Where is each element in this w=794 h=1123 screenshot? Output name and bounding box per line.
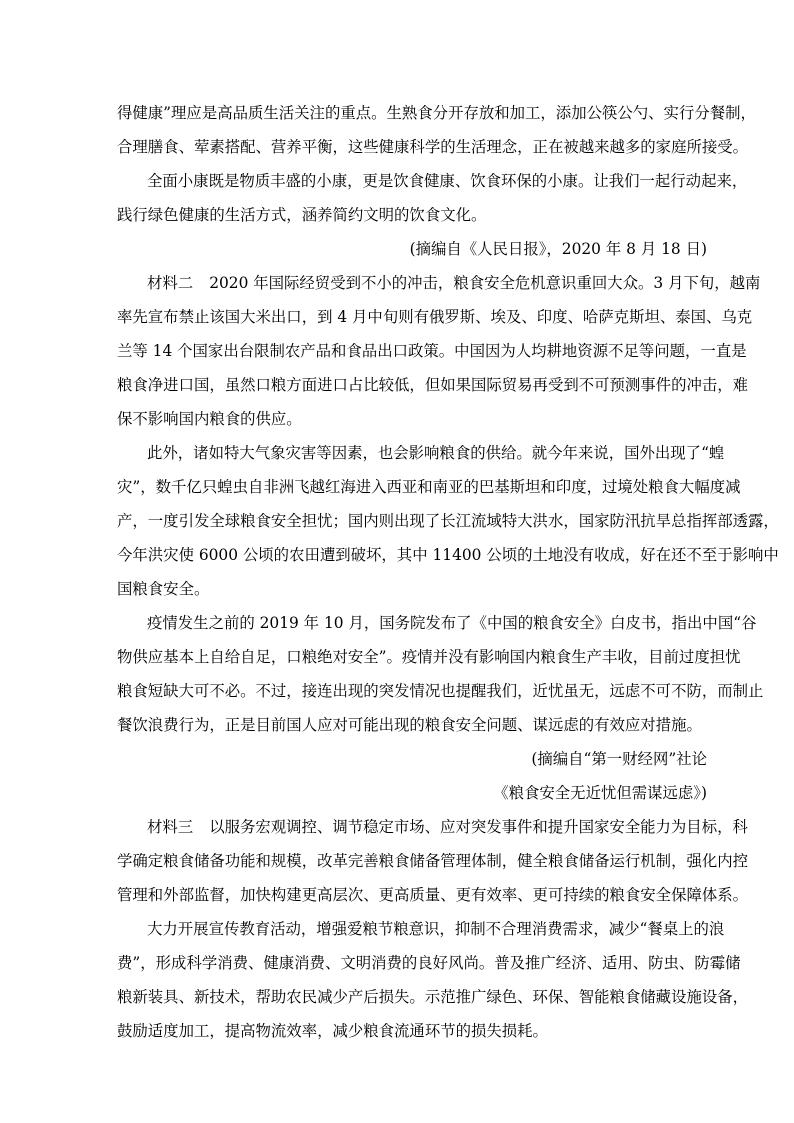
text-line: 此外，诸如特大气象灾害等因素，也会影响粮食的供给。就今年来说，国外出现了“蝗 bbox=[147, 444, 725, 462]
text-line: 粮食净进口国，虽然口粮方面进口占比较低，但如果国际贸易再受到不可预测事件的冲击，难 bbox=[117, 376, 749, 394]
material-label: 材料二 bbox=[147, 274, 194, 292]
text-line: 兰等 14 个国家出台限制农产品和食品出口政策。中国因为人均耕地资源不足等问题，一直是 bbox=[117, 342, 747, 360]
text-line-content: 2020 年国际经贸受到不小的冲击，粮食安全危机意识重回大众。3 月下旬，越南 bbox=[209, 274, 761, 292]
text-line: 保不影响国内粮食的供应。 bbox=[117, 410, 302, 428]
text-line: 得健康”理应是高品质生活关注的重点。生熟食分开存放和加工，添加公筷公勺、实行分餐制， bbox=[117, 104, 756, 122]
text-line: 全面小康既是物质丰盛的小康，更是饮食健康、饮食环保的小康。让我们一起行动起来， bbox=[147, 172, 748, 190]
text-line: 产，一度引发全球粮食安全担忧；国内则出现了长江流域特大洪水，国家防汛抗旱总指挥部透露， bbox=[117, 512, 779, 530]
text-line: 粮新装具、新技术，帮助农民减少产后损失。示范推广绿色、环保、智能粮食储藏设施设备， bbox=[117, 988, 749, 1006]
text-line: 率先宣布禁止该国大米出口，到 4 月中旬则有俄罗斯、埃及、印度、哈萨克斯坦、泰国、乌克 bbox=[117, 308, 753, 326]
text-line: 践行绿色健康的生活方式，涵养简约文明的饮食文化。 bbox=[117, 206, 487, 224]
text-line-content: 以服务宏观调控、调节稳定市场、应对突发事件和提升国家安全能力为目标，科 bbox=[209, 818, 748, 836]
source-citation: 《粮食安全无近忧但需谋远虑》) bbox=[493, 784, 707, 802]
text-line: 合理膳食、荤素搭配、营养平衡，这些健康科学的生活理念，正在被越来越多的家庭所接受。 bbox=[117, 138, 749, 156]
text-line: 粮食短缺大可不必。不过，接连出现的突发情况也提醒我们，近忧虽无，远虑不可不防，而制止 bbox=[117, 682, 764, 700]
text-line: 灾”，数千亿只蝗虫自非洲飞越红海进入西亚和南亚的巴基斯坦和印度，过境处粮食大幅度减 bbox=[117, 478, 741, 496]
text-line: 学确定粮食储备功能和规模，改革完善粮食储备管理体制，健全粮食储备运行机制，强化内控 bbox=[117, 852, 749, 870]
text-line bbox=[147, 266, 761, 300]
text-line: 管理和外部监督，加快构建更高层次、更高质量、更有效率、更可持续的粮食安全保障体系。 bbox=[117, 886, 749, 904]
text-line: 大力开展宣传教育活动，增强爱粮节粮意识，抑制不合理消费需求，减少“餐桌上的浪 bbox=[147, 920, 725, 938]
text-line: 费”，形成科学消费、健康消费、文明消费的良好风尚。普及推广经济、适用、防虫、防霉储 bbox=[117, 954, 741, 972]
text-line: 物供应基本上自给自足，口粮绝对安全”。疫情并没有影响国内粮食生产丰收，目前过度担忧 bbox=[117, 648, 741, 666]
source-citation: (摘编自《人民日报》，2020 年 8 月 18 日) bbox=[409, 240, 707, 258]
source-citation: (摘编自“第一财经网”社论 bbox=[531, 750, 707, 768]
text-line: 今年洪灾使 6000 公顷的农田遭到破坏，其中 11400 公顷的土地没有收成，好在还不至于影响中 bbox=[117, 546, 779, 564]
text-line bbox=[147, 810, 748, 844]
text-line: 鼓励适度加工，提高物流效率，减少粮食流通环节的损失损耗。 bbox=[117, 1022, 548, 1040]
text-line: 餐饮浪费行为，正是目前国人应对可能出现的粮食安全问题、谋远虑的有效应对措施。 bbox=[117, 716, 702, 734]
text-line: 疫情发生之前的 2019 年 10 月，国务院发布了《中国的粮食安全》白皮书，指出中国“谷 bbox=[147, 614, 757, 632]
material-label: 材料三 bbox=[147, 818, 194, 836]
text-line: 国粮食安全。 bbox=[117, 580, 210, 598]
